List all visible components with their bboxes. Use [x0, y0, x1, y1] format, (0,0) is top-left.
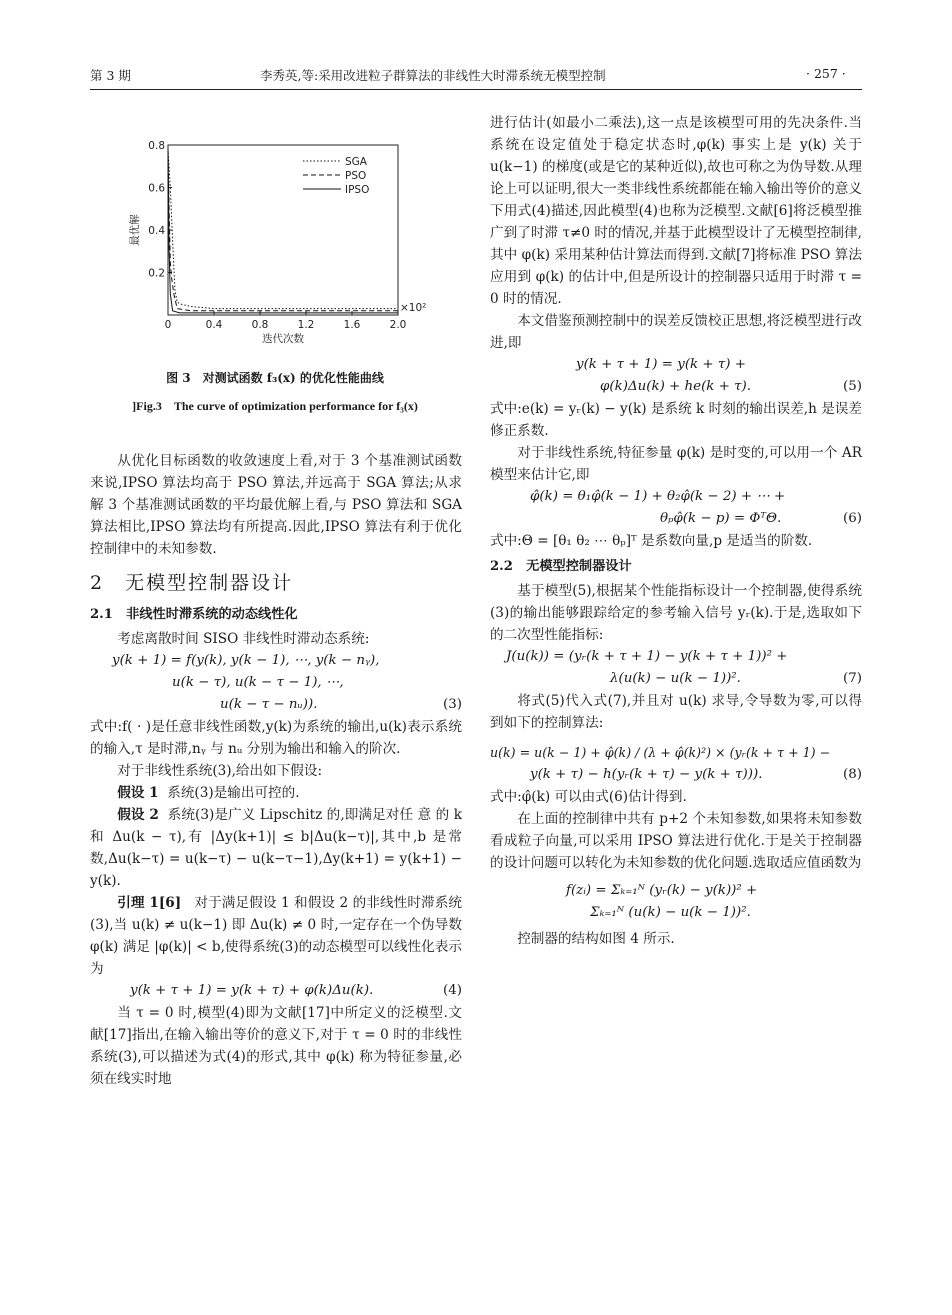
- paragraph: 对于非线性系统(3),给出如下假设:: [117, 763, 323, 779]
- right-column: [490, 112, 862, 950]
- lemma-1: 引理 1[6] 对于满足假设 1 和假设 2 的非线性时滞系统(3),当 u(k) ≠ u(k−1) 即 Δu(k) ≠ 0 时,一定存在一个伪导数 φ(k) 满足 |φ(k)| < b,使得系统(3)的动态模型可以线性化表示为: [90, 895, 462, 977]
- equation-number: (5): [843, 379, 862, 394]
- paragraph: 考虑离散时间 SISO 非线性时滞动态系统:: [117, 631, 370, 647]
- issue-number: 第 3 期: [90, 68, 131, 83]
- equation-number: (7): [843, 671, 862, 686]
- legend-label-ipso: IPSO: [345, 184, 370, 196]
- equation-number: (4): [443, 983, 462, 998]
- subsection-heading: 2.1 非线性时滞系统的动态线性化: [90, 607, 298, 622]
- paragraph: 在上面的控制律中共有 p+2 个未知参数,如果将未知参数看成粒子向量,可以采用 IPSO 算法进行优化.于是关于控制器的设计问题可以转化为未知参数的优化问题.选取适应值函数为: [490, 811, 862, 871]
- paragraph: 式中:e(k) = yᵣ(k) − y(k) 是系统 k 时刻的输出误差,h 是误差修正系数.: [490, 401, 862, 439]
- equation-8-line2: y(k + τ) − h(yᵣ(k + τ) − y(k + τ))). (8): [490, 764, 862, 786]
- equation-number: (6): [843, 511, 862, 526]
- fitness-function-line2: Σₖ₌₁ᴺ (u(k) − u(k − 1))².: [590, 905, 751, 920]
- y-tick-label: 0.4: [148, 225, 165, 237]
- running-title: 李秀英,等:采用改进粒子群算法的非线性大时滞系统无模型控制: [260, 68, 606, 83]
- paragraph: 基于模型(5),根据某个性能指标设计一个控制器,使得系统(3)的输出能够跟踪给定的参考输入信号 yᵣ(k).于是,选取如下的二次型性能指标:: [490, 583, 862, 643]
- x-axis-label: 迭代次数: [262, 333, 304, 345]
- equation-5-line1: y(k + τ + 1) = y(k + τ) +: [576, 357, 746, 372]
- x-tick-label: 2.0: [389, 319, 407, 331]
- paragraph: 式中:f( · )是任意非线性函数,y(k)为系统的输出,u(k)表示系统的输入,τ 是时滞,nᵧ 与 nᵤ 分别为输出和输入的阶次.: [90, 719, 462, 757]
- equation-3-line2: u(k − τ), u(k − τ − 1), ⋯,: [172, 675, 344, 690]
- figure3-caption-cn: 图 3 对测试函数 f₃(x) 的优化性能曲线: [166, 371, 384, 385]
- equation-7-line2: λ(u(k) − u(k − 1))². (7): [490, 668, 862, 690]
- paragraph: 式中:Θ = [θ₁ θ₂ ⋯ θₚ]ᵀ 是系数向量,p 是适当的阶数.: [490, 533, 813, 549]
- assumption-2: 假设 2 系统(3)是广义 Lipschitz 的,即满足对任 意 的 k 和 Δu(k − τ),有 |Δy(k+1)| ≤ b|Δu(k−τ)|,其中,b 是常数,Δu(k−τ) = u(k−τ) − u(k−τ−1),Δy(k+1) = y(k+1) − y(k).: [90, 807, 462, 889]
- assumption-1: 假设 1 系统(3)是输出可控的.: [117, 785, 300, 801]
- figure3-caption-en: ]Fig.3 The curve of optimization performance for f₃(x): [132, 399, 418, 413]
- subsection-heading: 2.2 无模型控制器设计: [490, 559, 632, 574]
- equation-3-line3: u(k − τ − nᵤ)). (3): [90, 694, 462, 716]
- x-tick-label: 1.6: [343, 319, 361, 331]
- y-tick-label: 0.6: [148, 182, 165, 195]
- equation-number: (3): [443, 697, 462, 712]
- y-tick-label: 0.8: [148, 140, 165, 152]
- paragraph: 本文借鉴预测控制中的误差反馈校正思想,将泛模型进行改进,即: [490, 313, 862, 351]
- equation-5-line2: φ(k)Δu(k) + he(k + τ). (5): [490, 376, 862, 398]
- fitness-function-line1: f(zᵢ) = Σₖ₌₁ᴺ (yᵣ(k) − y(k))² +: [566, 883, 758, 898]
- x-tick-label: 0.8: [251, 319, 269, 331]
- equation-6-line1: φ̂(k) = θ₁φ̂(k − 1) + θ₂φ̂(k − 2) + ⋯ +: [530, 489, 786, 504]
- y-tick-label: 0.2: [148, 267, 165, 280]
- x-tick-label: 0: [164, 319, 172, 331]
- x-tick-label: 0.4: [205, 319, 223, 331]
- equation-7-line1: J(u(k)) = (yᵣ(k + τ + 1) − y(k + τ + 1))² +: [506, 649, 788, 664]
- header-rule: [90, 89, 862, 90]
- equation-4: y(k + τ + 1) = y(k + τ) + φ(k)Δu(k). (4): [90, 980, 462, 1002]
- paragraph: 从优化目标函数的收敛速度上看,对于 3 个基准测试函数来说,IPSO 算法均高于 PSO 算法,并远高于 SGA 算法;从求解 3 个基准测试函数的平均最优解上看,与 PSO 算法和 SGA 算法相比,IPSO 算法均有所提高.因此,IPSO 算法有利于优化控制律中的未知参数.: [90, 453, 462, 557]
- left-column: [90, 450, 462, 1090]
- page-number: · 257 ·: [806, 66, 846, 81]
- figure3-chart: [118, 135, 438, 375]
- paragraph: 进行估计(如最小二乘法),这一点是该模型可用的先决条件.当系统在设定值处于稳定状态时,φ(k) 事实上是 y(k) 关于 u(k−1) 的梯度(或是它的某种近似),故也可称之为伪导数.从理论上可以证明,很大一类非线性系统都能在输入输出等价的意义下用式(4)描述,因此模型(4)也称为泛模型.文献[6]将泛模型推广到了时滞 τ≠0 时的情况,并基于此模型设计了无模型控制律,其中 φ(k) 采用某种估计算法而得到.文献[7]将标准 PSO 算法应用到 φ(k) 的估计中,但是所设计的控制器只适用于时滞 τ = 0 时的情况.: [490, 115, 862, 307]
- paragraph: 式中:φ̂(k) 可以由式(6)估计得到.: [490, 789, 687, 805]
- section-heading: 2 无模型控制器设计: [90, 572, 294, 594]
- paragraph: 将式(5)代入式(7),并且对 u(k) 求导,令导数为零,可以得到如下的控制算法:: [490, 693, 862, 731]
- paragraph: 控制器的结构如图 4 所示.: [517, 931, 675, 947]
- paragraph: 对于非线性系统,特征参量 φ(k) 是时变的,可以用一个 AR 模型来估计它,即: [490, 445, 862, 483]
- equation-8-line1: u(k) = u(k − 1) + φ̂(k) / (λ + φ̂(k)²) × (yᵣ(k + τ + 1) −: [490, 745, 831, 760]
- x-tick-label: 1.2: [297, 319, 315, 331]
- equation-3-line1: y(k + 1) = f(y(k), y(k − 1), ⋯, y(k − nᵧ),: [112, 653, 380, 668]
- legend-label-pso: PSO: [345, 170, 367, 182]
- x-multiplier: ×10²: [400, 302, 427, 314]
- legend-label-sga: SGA: [345, 156, 367, 168]
- paragraph: 当 τ = 0 时,模型(4)即为文献[17]中所定义的泛模型.文献[17]指出,在输入输出等价的意义下,对于 τ = 0 时的非线性系统(3),可以描述为式(4)的形式,其中 φ(k) 称为特征参量,必须在线实时地: [90, 1005, 462, 1087]
- equation-number: (8): [843, 767, 862, 782]
- equation-6-line2: θₚφ̂(k − p) = ΦᵀΘ. (6): [490, 508, 862, 530]
- y-axis-label: 最优解: [129, 214, 141, 246]
